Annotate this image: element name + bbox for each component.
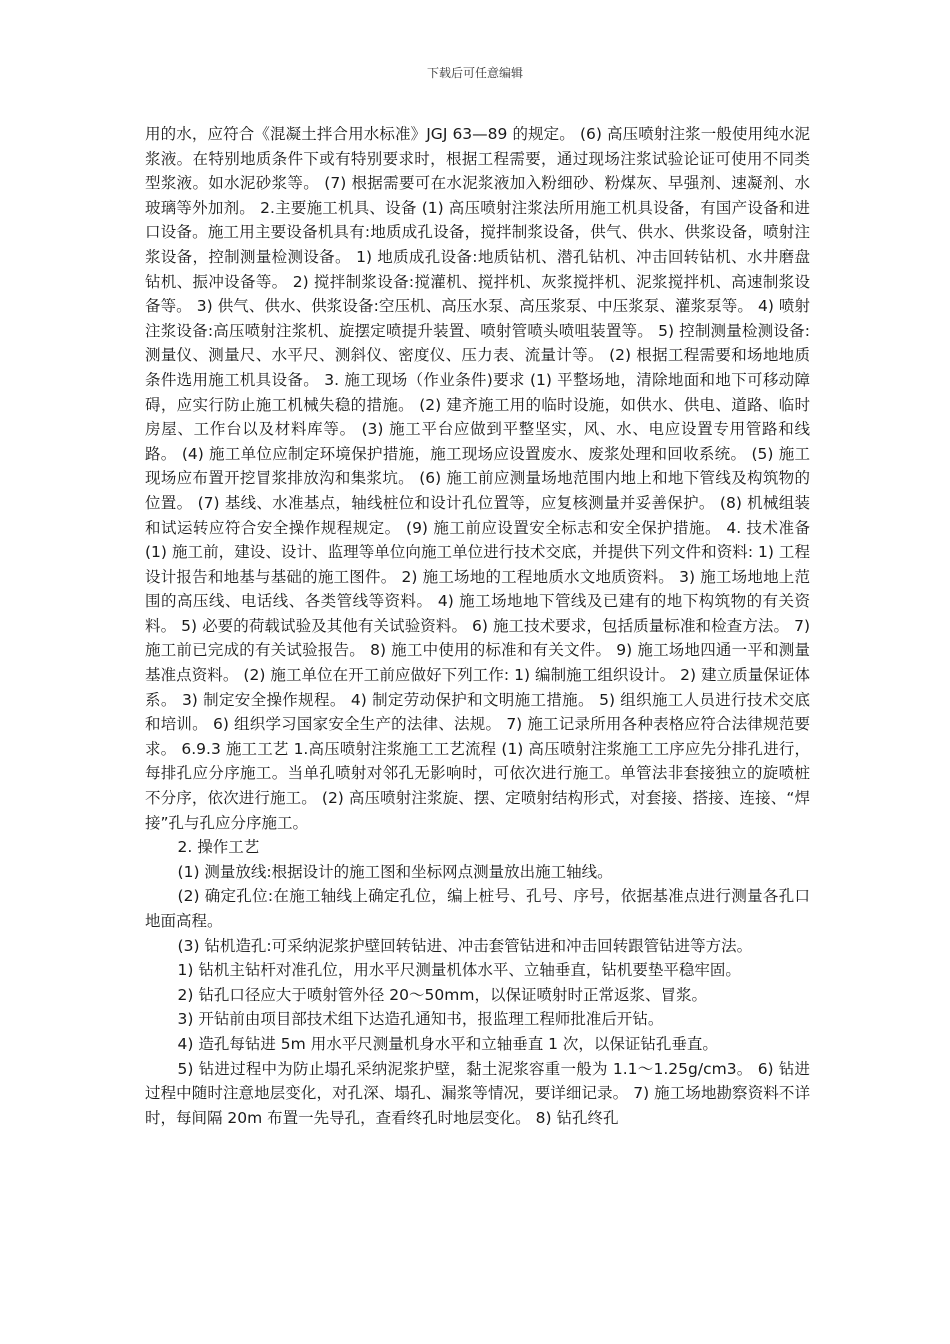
paragraph-10: 5) 钻进过程中为防止塌孔采纳泥浆护壁，黏土泥浆容重一般为 1.1～1.25g/cm3。 6) 钻进过程中随时注意地层变化，对孔深、塌孔、漏浆等情况，要详细记录。 7) 施工场地勘察资料不详时，每间隔 20m 布置一先导孔，查看终孔时地层变化。 8) 钻孔终孔	[145, 1059, 810, 1127]
paragraph-8: 3) 开钻前由项目部技术组下达造孔通知书，报监理工程师批准后开钻。	[177, 1010, 664, 1029]
paragraph-3: (1) 测量放线:根据设计的施工图和坐标网点测量放出施工轴线。	[177, 862, 613, 881]
paragraph-7: 2) 钻孔口径应大于喷射管外径 20～50mm，以保证喷射时正常返浆、冒浆。	[177, 985, 707, 1004]
paragraph-5: (3) 钻机造孔:可采纳泥浆护壁回转钻进、冲击套管钻进和冲击回转跟管钻进等方法。	[177, 936, 753, 955]
paragraph-1: 用的水，应符合《混凝土拌合用水标准》JGJ 63—89 的规定。 (6) 高压喷射注浆一般使用纯水泥浆液。在特别地质条件下或有特别要求时，根据工程需要，通过现场注浆试验论证可使用不同类型浆液。如水泥砂浆等。 (7) 根据需要可在水泥浆液加入粉细砂、粉煤灰、早强剂、速凝剂、水玻璃等外加剂。 2.主要施工机具、设备 (1) 高压喷射注浆法所用施工机具设备，有国产设备和进口设备。施工用主要设备机具有:地质成孔设备，搅拌制浆设备，供气、供水、供浆设备，喷射注浆设备，控制测量检测设备。 1) 地质成孔设备:地质钻机、潜孔钻机、冲击回转钻机、水井磨盘钻机、振冲设备等。 2) 搅拌制浆设备:搅灌机、搅拌机、灰浆搅拌机、泥浆搅拌机、高速制浆设备等。 3) 供气、供水、供浆设备:空压机、高压水泵、高压浆泵、中压浆泵、灌浆泵等。 4) 喷射注浆设备:高压喷射注浆机、旋摆定喷提升装置、喷射管喷头喷咀装置等。 5) 控制测量检测设备:测量仪、测量尺、水平尺、测斜仪、密度仪、压力表、流量计等。 (2) 根据工程需要和场地地质条件选用施工机具设备。 3. 施工现场（作业条件)要求 (1) 平整场地，清除地面和地下可移动障碍，应实行防止施工机械失稳的措施。 (2) 建齐施工用的临时设施，如供水、供电、道路、临时房屋、工作台以及材料库等。 (3) 施工平台应做到平整坚实，风、水、电应设置专用管路和线路。 (4) 施工单位应制定环境保护措施，施工现场应设置废水、废浆处理和回收系统。 (5) 施工现场应布置开挖冒浆排放沟和集浆坑。 (6) 施工前应测量场地范围内地上和地下管线及构筑物的位置。 (7) 基线、水准基点，轴线桩位和设计孔位置等，应复核测量并妥善保护。 (8) 机械组装和试运转应符合安全操作规程规定。 (9) 施工前应设置安全标志和安全保护措施。 4. 技术准备 (1) 施工前，建设、设计、监理等单位向施工单位进行技术交底，并提供下列文件和资料: 1) 工程设计报告和地基与基础的施工图件。 2) 施工场地的工程地质水文地质资料。 3) 施工场地地上范围的高压线、电话线、各类管线等资料。 4) 施工场地地下管线及已建有的地下构筑物的有关资料。 5) 必要的荷载试验及其他有关试验资料。 6) 施工技术要求，包括质量标准和检查方法。 7) 施工前已完成的有关试验报告。 8) 施工中使用的标准和有关文件。 9) 施工场地四通一平和测量基准点资料。 (2) 施工单位在开工前应做好下列工作: 1) 编制施工组织设计。 2) 建立质量保证体系。 3) 制定安全操作规程。 4) 制定劳动保护和文明施工措施。 5) 组织施工人员进行技术交底和培训。 6) 组织学习国家安全生产的法律、法规。 7) 施工记录所用各种表格应符合法律规范要求。 6.9.3 施工工艺 1.高压喷射注浆施工工艺流程 (1) 高压喷射注浆施工工序应先分排孔进行，每排孔应分序施工。当单孔喷射对邻孔无影响时，可依次进行施工。单管法非套接独立的旋喷桩不分序，依次进行施工。 (2) 高压喷射注浆旋、摆、定喷射结构形式，对套接、搭接、连接、“焊接”孔与孔应分序施工。	[145, 125, 810, 832]
paragraph-6: 1) 钻机主钻杆对准孔位，用水平尺测量机体水平、立轴垂直，钻机要垫平稳牢固。	[177, 961, 741, 980]
section-heading-operation-process: 2. 操作工艺	[177, 838, 260, 857]
paragraph-4: (2) 确定孔位:在施工轴线上确定孔位，编上桩号、孔号、序号，依据基准点进行测量各孔口地面高程。	[145, 887, 810, 930]
document-body	[145, 122, 810, 1130]
paragraph-9: 4) 造孔每钻进 5m 用水平尺测量机身水平和立轴垂直 1 次，以保证钻孔垂直。	[177, 1034, 718, 1053]
page-header: 下载后可任意编辑	[426, 66, 523, 80]
